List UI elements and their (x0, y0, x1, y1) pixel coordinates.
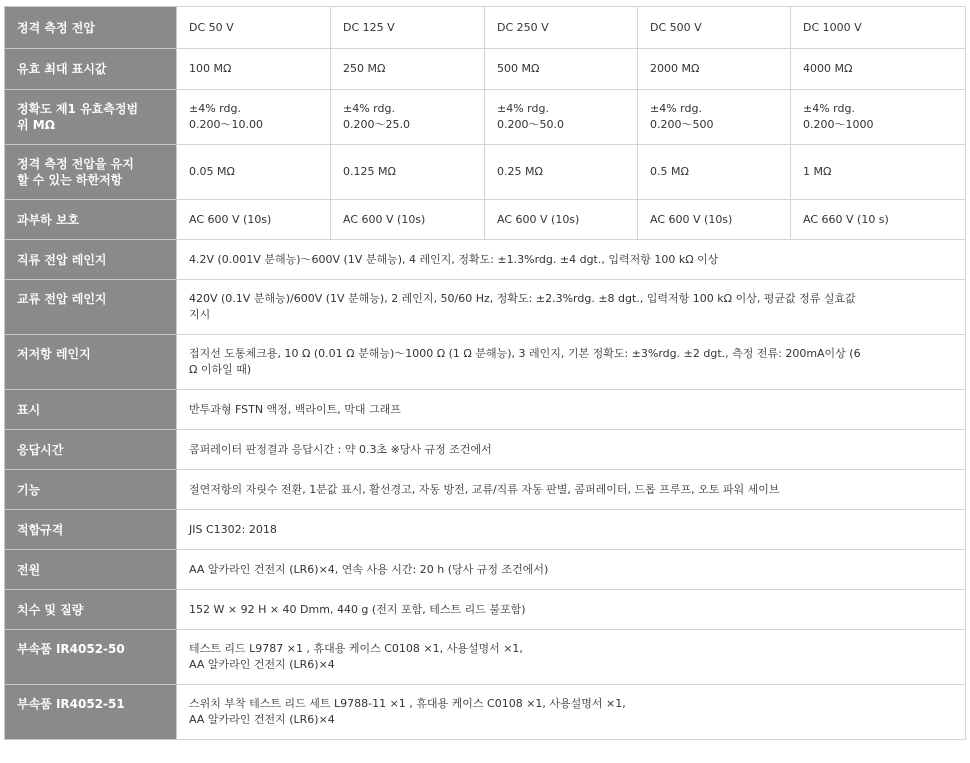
row-label-dimensions: 치수 및 질량 (5, 590, 177, 630)
accuracy-range: 0.200～10.00 (189, 118, 263, 131)
row-label-display: 표시 (5, 390, 177, 430)
row-label-max-display: 유효 최대 표시값 (5, 49, 177, 90)
row-label-rated-voltage: 정격 측정 전압 (5, 7, 177, 49)
display-value: 반투과형 FSTN 액정, 백라이트, 막대 그래프 (177, 390, 966, 430)
row-label-accessories-51: 부속품 IR4052-51 (5, 685, 177, 740)
overload-cell: AC 660 V (10 s) (791, 200, 966, 240)
row-ac-range (5, 280, 966, 335)
value-line: 지시 (189, 308, 211, 321)
lower-limit-cell: 0.05 MΩ (177, 145, 331, 200)
accuracy-range: 0.200～50.0 (497, 118, 564, 131)
accuracy-rdg: ±4% rdg. (803, 102, 855, 115)
row-label-line: 할 수 있는 하한저항 (17, 173, 123, 187)
row-max-display (5, 49, 966, 90)
row-response (5, 430, 966, 470)
row-accuracy (5, 90, 966, 145)
overload-cell: AC 600 V (10s) (638, 200, 791, 240)
rated-voltage-cell: DC 500 V (638, 7, 791, 49)
row-label-line: 정격 측정 전압을 유지 (17, 157, 134, 171)
row-power (5, 550, 966, 590)
row-label-power: 전원 (5, 550, 177, 590)
value-line: AA 알카라인 건전지 (LR6)×4 (189, 713, 335, 726)
rated-voltage-cell: DC 50 V (177, 7, 331, 49)
row-label-ac-range: 교류 전압 레인지 (5, 280, 177, 335)
row-overload (5, 200, 966, 240)
row-label-overload: 과부하 보호 (5, 200, 177, 240)
accuracy-cell (638, 90, 791, 145)
value-line: 접지선 도통체크용, 10 Ω (0.01 Ω 분해능)～1000 Ω (1 Ω 분해능), 3 레인지, 기본 정확도: ±3%rdg. ±2 dgt., 측정 전류: 200mA이상 (6 (189, 347, 861, 360)
overload-cell: AC 600 V (10s) (177, 200, 331, 240)
max-display-cell: 500 MΩ (485, 49, 638, 90)
row-label-response: 응답시간 (5, 430, 177, 470)
lower-limit-cell: 0.5 MΩ (638, 145, 791, 200)
response-value: 콤퍼레이터 판정결과 응답시간 : 약 0.3초 ※당사 규정 조건에서 (177, 430, 966, 470)
max-display-cell: 4000 MΩ (791, 49, 966, 90)
value-line: Ω 이하일 때) (189, 363, 252, 376)
accuracy-cell (485, 90, 638, 145)
value-line: 420V (0.1V 분해능)/600V (1V 분해능), 2 레인지, 50/60 Hz, 정확도: ±2.3%rdg. ±8 dgt., 입력저항 100 kΩ 이상, 평균값 정류 실효값 (189, 292, 856, 305)
accuracy-cell (791, 90, 966, 145)
row-low-res (5, 335, 966, 390)
value-line: 스위치 부착 테스트 리드 세트 L9788-11 ×1 , 휴대용 케이스 C0108 ×1, 사용설명서 ×1, (189, 697, 626, 710)
max-display-cell: 250 MΩ (331, 49, 485, 90)
max-display-cell: 2000 MΩ (638, 49, 791, 90)
row-lower-limit (5, 145, 966, 200)
accessories-51-value (177, 685, 966, 740)
row-label-functions: 기능 (5, 470, 177, 510)
lower-limit-cell: 0.125 MΩ (331, 145, 485, 200)
standard-value: JIS C1302: 2018 (177, 510, 966, 550)
overload-cell: AC 600 V (10s) (485, 200, 638, 240)
row-label-low-res: 저저항 레인지 (5, 335, 177, 390)
accuracy-rdg: ±4% rdg. (189, 102, 241, 115)
dimensions-value: 152 W × 92 H × 40 Dmm, 440 g (전지 포함, 테스트 리드 불포함) (177, 590, 966, 630)
row-label-line: 정확도 제1 유효측정범 (17, 102, 139, 116)
row-label-accessories-50: 부속품 IR4052-50 (5, 630, 177, 685)
accuracy-range: 0.200～25.0 (343, 118, 410, 131)
row-accessories-51 (5, 685, 966, 740)
row-display (5, 390, 966, 430)
rated-voltage-cell: DC 250 V (485, 7, 638, 49)
row-label-line: 위 MΩ (17, 118, 55, 132)
accuracy-rdg: ±4% rdg. (343, 102, 395, 115)
value-line: AA 알카라인 건전지 (LR6)×4 (189, 658, 335, 671)
value-line: 테스트 리드 L9787 ×1 , 휴대용 케이스 C0108 ×1, 사용설명서 ×1, (189, 642, 523, 655)
rated-voltage-cell: DC 125 V (331, 7, 485, 49)
row-label-standard: 적합규격 (5, 510, 177, 550)
row-dimensions (5, 590, 966, 630)
accuracy-rdg: ±4% rdg. (497, 102, 549, 115)
lower-limit-cell: 0.25 MΩ (485, 145, 638, 200)
accessories-50-value (177, 630, 966, 685)
row-label-accuracy (5, 90, 177, 145)
low-res-value (177, 335, 966, 390)
row-label-lower-limit (5, 145, 177, 200)
row-accessories-50 (5, 630, 966, 685)
row-standard (5, 510, 966, 550)
accuracy-rdg: ±4% rdg. (650, 102, 702, 115)
overload-cell: AC 600 V (10s) (331, 200, 485, 240)
accuracy-cell (331, 90, 485, 145)
row-rated-voltage (5, 7, 966, 49)
accuracy-range: 0.200～500 (650, 118, 714, 131)
functions-value: 절연저항의 자릿수 전환, 1분값 표시, 활선경고, 자동 방전, 교류/직류 자동 판별, 콤퍼레이터, 드롭 프루프, 오토 파워 세이브 (177, 470, 966, 510)
accuracy-cell (177, 90, 331, 145)
row-functions (5, 470, 966, 510)
dc-range-value: 4.2V (0.001V 분해능)～600V (1V 분해능), 4 레인지, 정확도: ±1.3%rdg. ±4 dgt., 입력저항 100 kΩ 이상 (177, 240, 966, 280)
power-value: AA 알카라인 건전지 (LR6)×4, 연속 사용 시간: 20 h (당사 규정 조건에서) (177, 550, 966, 590)
accuracy-range: 0.200～1000 (803, 118, 874, 131)
rated-voltage-cell: DC 1000 V (791, 7, 966, 49)
row-label-dc-range: 직류 전압 레인지 (5, 240, 177, 280)
ac-range-value (177, 280, 966, 335)
max-display-cell: 100 MΩ (177, 49, 331, 90)
row-dc-range (5, 240, 966, 280)
lower-limit-cell: 1 MΩ (791, 145, 966, 200)
spec-table (4, 6, 966, 740)
